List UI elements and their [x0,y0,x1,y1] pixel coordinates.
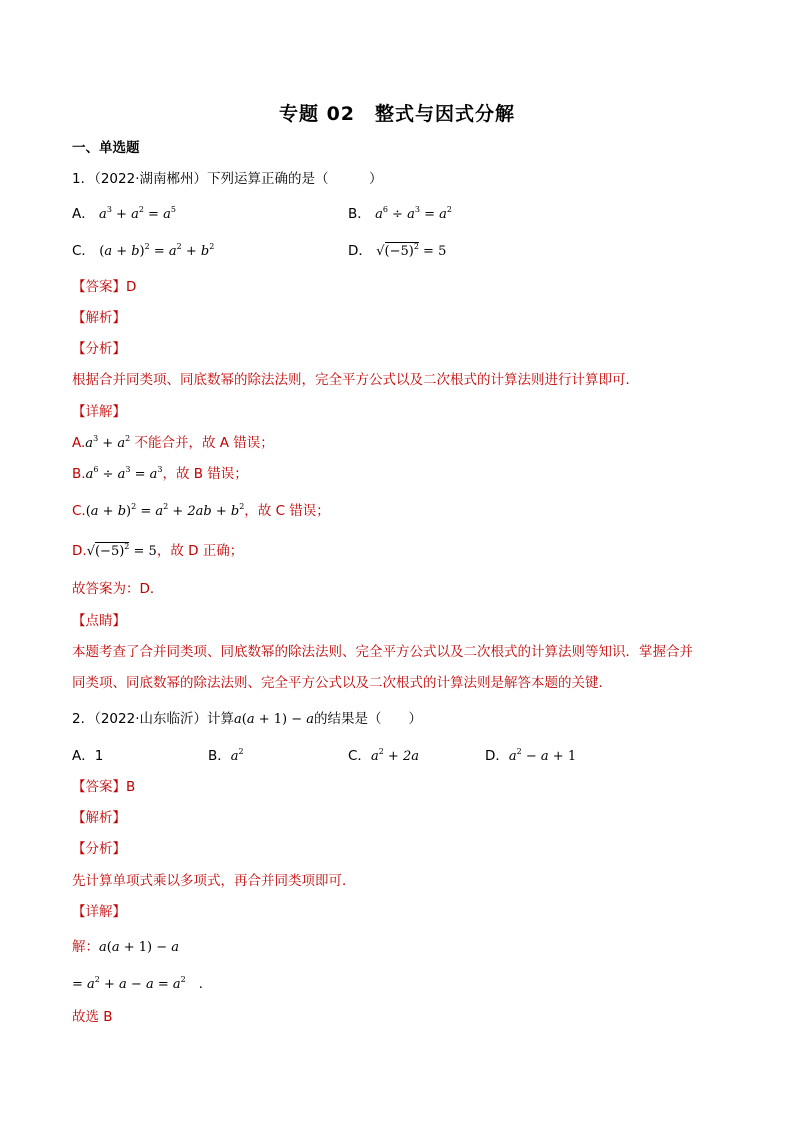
q2-fenxi-tag: 【分析】 [72,841,126,857]
q1-detail-a-prefix: A. [72,435,86,451]
q1-option-b-expr: $a^6 \div a^3 = a^2$ [375,205,452,222]
q1-stem: 1．（2022·湖南郴州）下列运算正确的是（ ） [72,171,383,187]
q2-stem-expr: a(a + 1) − a [234,712,315,727]
q1-detail-a-text: 不能合并，故 A 错误； [130,435,274,451]
q2-solution-jie: 解： [72,939,99,955]
q2-answer [72,777,135,797]
q1-detail-b-prefix: B. [72,466,86,482]
q2-option-c-label: C． [348,748,371,764]
q2-xiangjie-tag: 【详解】 [72,904,126,920]
q1-option-d-label: D． [348,243,372,259]
q2-stem-pre: 2．（2022·山东临沂）计算 [72,711,234,727]
q2-conclusion: 故选 B [72,1009,113,1025]
q2-option-d-expr: $a^2 - a + 1$ [508,747,577,764]
q1-fenxi-text: 根据合并同类项、同底数幂的除法法则，完全平方公式以及二次根式的计算法则进行计算即可． [72,372,639,388]
q1-answer-value: D [126,279,137,295]
q2-option-c [348,746,419,767]
q2-answer-value: B [126,779,136,795]
section-heading: 一、单选题 [72,140,140,156]
q2-option-d [485,746,576,767]
q2-stem-post: 的结果是（ ） [314,711,423,727]
q1-option-c [72,241,214,262]
q2-option-c-expr: $a^2 + 2a$ [370,747,419,764]
q1-option-c-expr: $(a + b)^2 = a^2 + b^2$ [99,242,215,259]
q1-detail-d-prefix: D. [72,543,87,559]
q2-solution-line1 [72,937,179,958]
q1-detail-c-expr: $(a + b)^2 = a^2 + 2ab + b^2$ [85,502,245,519]
q1-option-a-expr: $a^3 + a^2 = a^5$ [99,205,176,222]
q2-solution-expr2: = $a^2 + a - a = a^2$ . [72,975,203,992]
q1-conclusion: 故答案为：D． [72,581,164,597]
q2-option-d-label: D． [485,748,509,764]
q1-dianjing-line1: 本题考查了合并同类项、同底数幂的除法法则、完全平方公式以及二次根式的计算法则等知识．掌握合并 [72,644,693,660]
q1-option-c-label: C． [72,243,95,259]
q1-detail-a [72,433,274,454]
q1-detail-c-text: ，故 C 错误； [244,503,330,519]
q1-jiexi-tag: 【解析】 [72,310,126,326]
q1-detail-c [72,501,330,522]
q1-option-a [72,204,176,225]
q2-option-b-expr: $a^2$ [230,747,244,764]
q2-option-a: A．1 [72,748,104,764]
q1-detail-a-expr: $a^3 + a^2$ [85,434,131,451]
q1-detail-d [72,541,243,562]
q2-fenxi-text: 先计算单项式乘以多项式，再合并同类项即可． [72,873,356,889]
q1-option-d-expr: $√(-5)^2 = 5$ [376,242,447,259]
q2-option-b-label: B． [208,748,231,764]
q1-detail-c-prefix: C. [72,503,86,519]
q1-detail-b-expr: $a^6 \div a^3 = a^3$ [85,465,163,482]
q1-answer [72,277,136,297]
q1-option-a-label: A． [72,206,95,222]
page-title: 专题 02 整式与因式分解 [278,103,516,125]
q2-answer-tag: 【答案】 [72,779,126,795]
q2-jiexi-tag: 【解析】 [72,810,126,826]
q1-xiangjie-tag: 【详解】 [72,404,126,420]
q1-detail-d-text: ，故 D 正确； [156,543,244,559]
q1-detail-b [72,464,248,485]
q1-option-b [348,204,452,225]
q2-stem [72,709,422,730]
q1-detail-b-text: ，故 B 错误； [162,466,248,482]
q1-dianjing-line2: 同类项、同底数幂的除法法则、完全平方公式以及二次根式的计算法则是解答本题的关键． [72,675,612,691]
q2-solution-expr1: a(a + 1) − a [99,940,180,955]
q1-answer-tag: 【答案】 [72,279,126,295]
q1-fenxi-tag: 【分析】 [72,341,126,357]
q2-solution-line2 [72,974,203,995]
q1-option-d [348,241,446,262]
q1-dianjing-tag: 【点睛】 [72,613,126,629]
q1-option-b-label: B． [348,206,371,222]
q2-option-b [208,746,244,767]
q1-detail-d-expr: $√(-5)^2 = 5$ [86,542,157,559]
